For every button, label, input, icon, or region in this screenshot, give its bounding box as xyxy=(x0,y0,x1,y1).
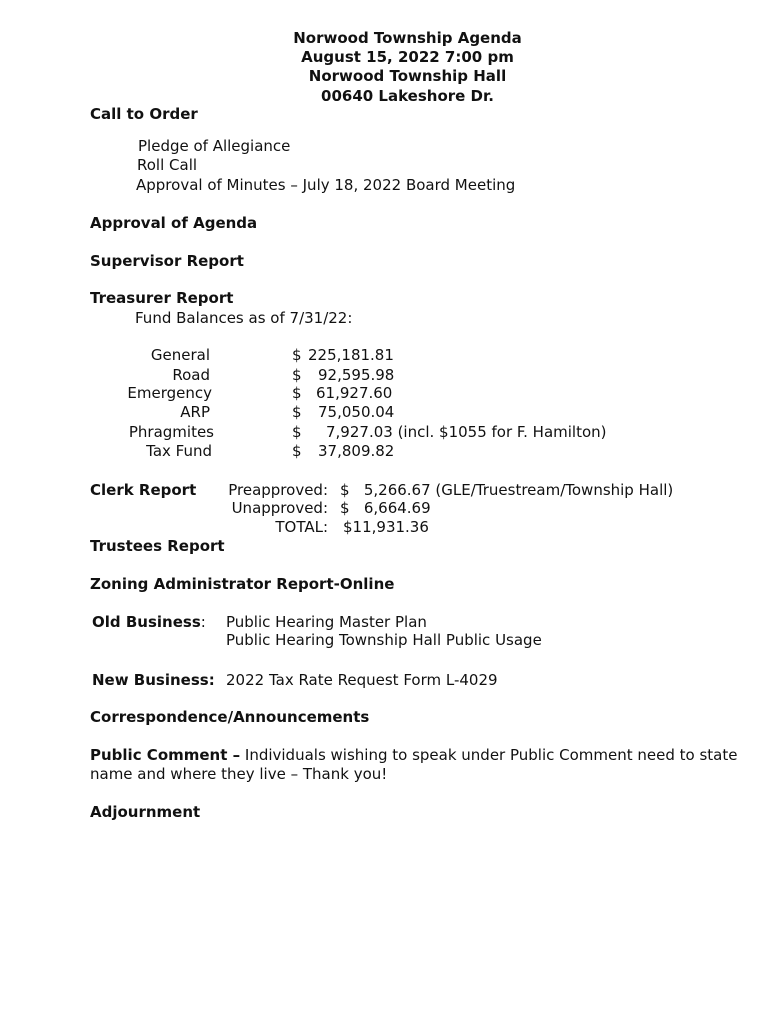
agenda-address: 00640 Lakeshore Dr. xyxy=(321,87,494,105)
clerk-total-value: $11,931.36 xyxy=(343,518,429,536)
correspondence-heading: Correspondence/Announcements xyxy=(90,708,370,726)
clerk-unapproved-value: $ 6,664.69 xyxy=(340,499,431,517)
fund-name: Emergency xyxy=(127,384,212,402)
fund-name: Road xyxy=(172,366,210,384)
fund-name: Phragmites xyxy=(128,423,214,441)
treasurer-report-heading: Treasurer Report xyxy=(90,289,234,307)
fund-currency: $ xyxy=(292,403,302,421)
adjournment-heading: Adjournment xyxy=(90,803,201,821)
public-comment-text-line2: name and where they live – Thank you! xyxy=(90,765,388,783)
old-business-item: Public Hearing Master Plan xyxy=(226,613,427,631)
old-business-label-row xyxy=(92,613,206,632)
clerk-preapproved-label: Preapproved: xyxy=(228,481,328,499)
call-to-order-item-pledge: Pledge of Allegiance xyxy=(138,137,291,155)
approval-of-agenda-heading: Approval of Agenda xyxy=(90,214,258,232)
agenda-venue: Norwood Township Hall xyxy=(308,67,507,85)
fund-amount: 37,809.82 xyxy=(318,442,395,460)
trustees-report-heading: Trustees Report xyxy=(90,537,225,555)
new-business-label: New Business: xyxy=(92,671,215,689)
call-to-order-item-minutes: Approval of Minutes – July 18, 2022 Board Meeting xyxy=(136,176,516,194)
fund-currency: $ xyxy=(292,423,302,441)
fund-name: Tax Fund xyxy=(146,442,212,460)
clerk-total-label: TOTAL: xyxy=(275,518,328,536)
old-business-label: Old Business xyxy=(92,613,201,631)
call-to-order-item-roll-call: Roll Call xyxy=(137,156,198,174)
zoning-report-heading: Zoning Administrator Report-Online xyxy=(90,575,395,593)
public-comment-text-line1: Individuals wishing to speak under Public Comment need to state xyxy=(240,746,738,764)
fund-amount: 92,595.98 xyxy=(318,366,395,384)
clerk-report-heading: Clerk Report xyxy=(90,481,197,499)
old-business-colon: : xyxy=(200,613,206,631)
clerk-unapproved-label: Unapproved: xyxy=(231,499,328,517)
fund-currency: $ xyxy=(292,384,302,402)
fund-balances-subheading: Fund Balances as of 7/31/22: xyxy=(135,309,353,327)
old-business-item: Public Hearing Township Hall Public Usage xyxy=(226,631,542,649)
fund-amount: 225,181.81 xyxy=(308,346,394,364)
fund-currency: $ xyxy=(292,442,302,460)
fund-name: ARP xyxy=(180,403,210,421)
public-comment-paragraph xyxy=(90,746,737,765)
fund-amount: 61,927.60 xyxy=(316,384,393,402)
agenda-date: August 15, 2022 7:00 pm xyxy=(301,48,514,66)
public-comment-label: Public Comment – xyxy=(90,746,241,764)
fund-amount: 7,927.03 (incl. $1055 for F. Hamilton) xyxy=(326,423,607,441)
fund-currency: $ xyxy=(292,366,302,384)
clerk-preapproved-value: $ 5,266.67 (GLE/Truestream/Township Hall) xyxy=(340,481,674,499)
fund-amount: 75,050.04 xyxy=(318,403,395,421)
new-business-item: 2022 Tax Rate Request Form L-4029 xyxy=(226,671,498,689)
fund-name: General xyxy=(150,346,210,364)
supervisor-report-heading: Supervisor Report xyxy=(90,252,244,270)
call-to-order-heading: Call to Order xyxy=(90,105,198,123)
fund-currency: $ xyxy=(292,346,302,364)
agenda-title: Norwood Township Agenda xyxy=(293,29,522,47)
